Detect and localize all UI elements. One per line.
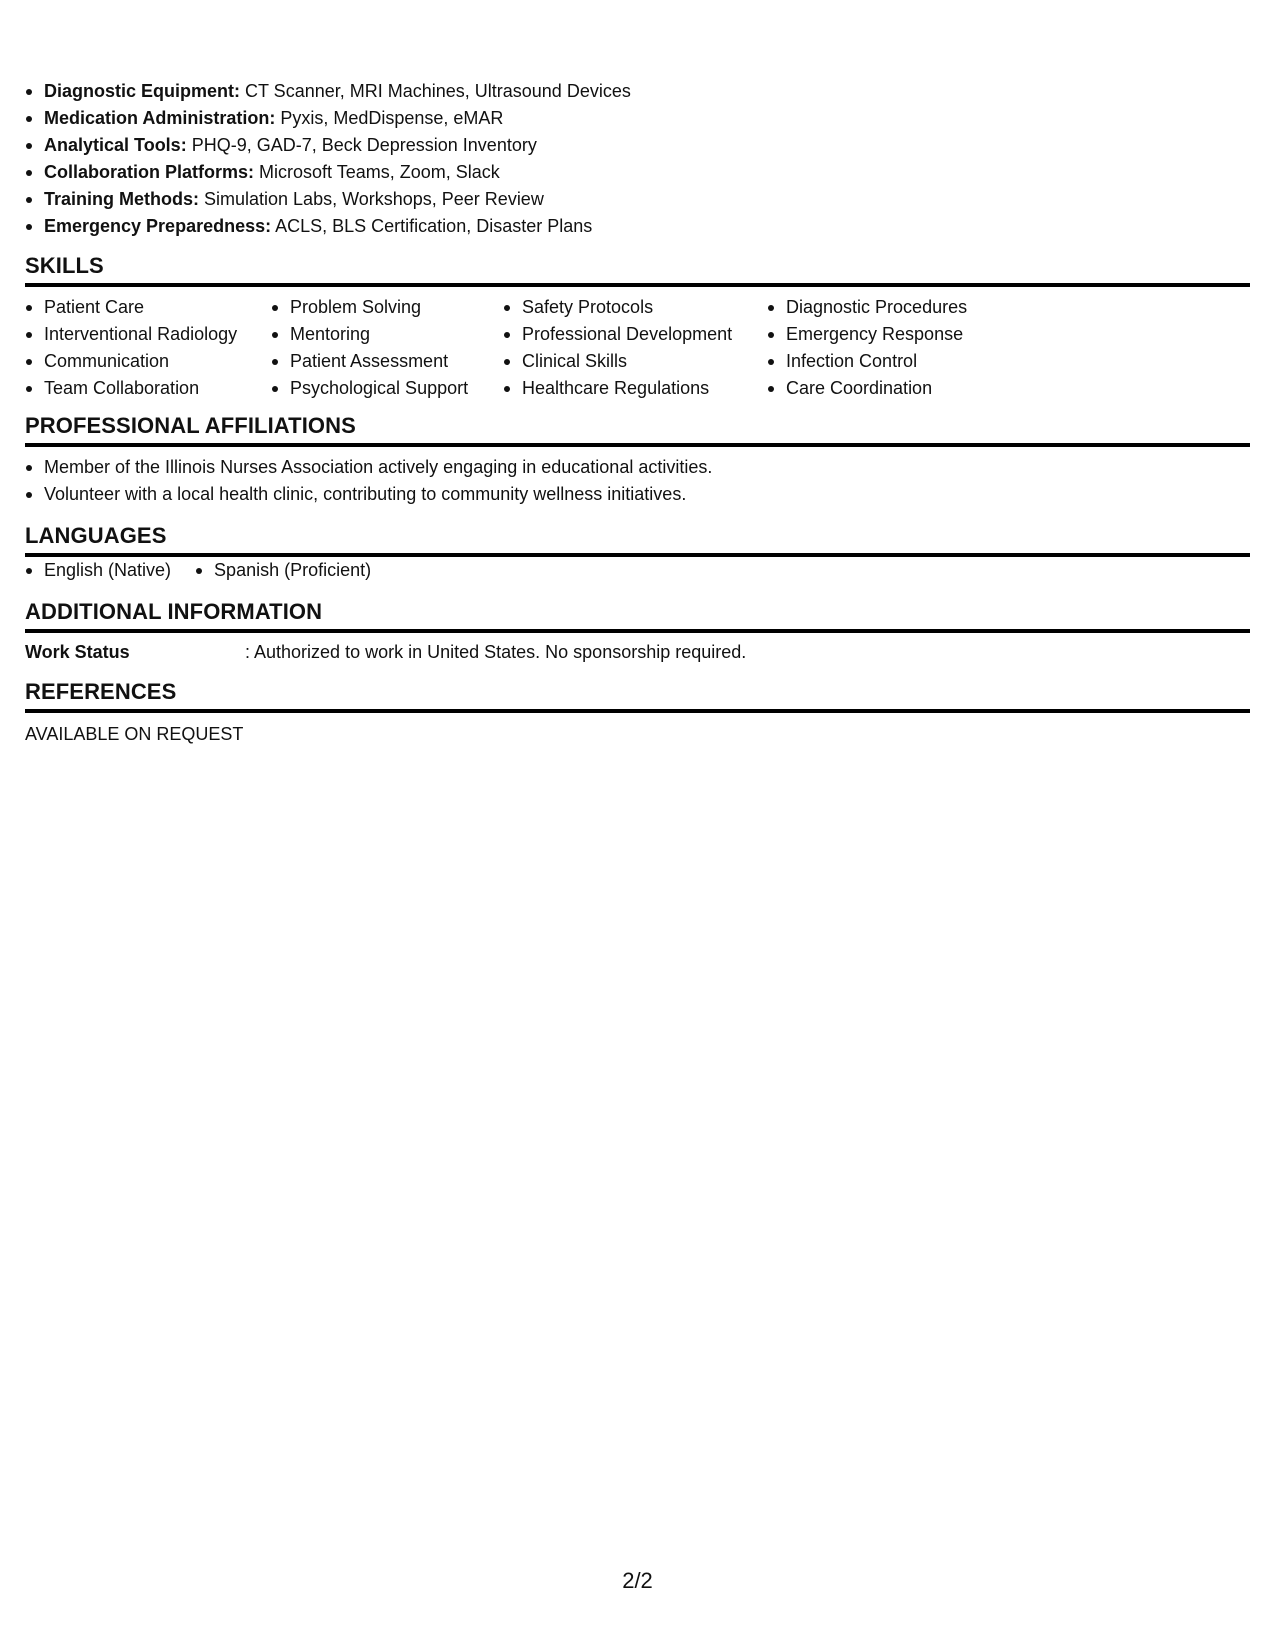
skills-column	[503, 294, 767, 402]
skill-item: Mentoring	[271, 321, 503, 348]
skill-item: Emergency Response	[767, 321, 1027, 348]
resume-page	[25, 78, 1250, 747]
skill-item: Communication	[25, 348, 271, 375]
tool-value: ACLS, BLS Certification, Disaster Plans	[271, 216, 593, 236]
affiliation-item: Member of the Illinois Nurses Association actively engaging in educational activities.	[25, 454, 1250, 481]
skill-item: Diagnostic Procedures	[767, 294, 1027, 321]
tool-value: CT Scanner, MRI Machines, Ultrasound Devices	[240, 81, 631, 101]
tool-value: PHQ-9, GAD-7, Beck Depression Inventory	[186, 135, 537, 155]
languages-section	[25, 523, 1250, 584]
skills-column	[25, 294, 271, 402]
work-status-row	[25, 639, 1250, 665]
language-item: English (Native)	[25, 557, 171, 584]
page-number: 2/2	[622, 1568, 653, 1593]
skills-column	[271, 294, 503, 402]
languages-heading: LANGUAGES	[25, 523, 1250, 557]
tool-label: Analytical Tools:	[44, 135, 187, 155]
affiliation-item: Volunteer with a local health clinic, contributing to community wellness initiatives.	[25, 481, 1250, 508]
skill-item: Team Collaboration	[25, 375, 271, 402]
skill-item: Psychological Support	[271, 375, 503, 402]
tool-value: Simulation Labs, Workshops, Peer Review	[199, 189, 544, 209]
tool-item	[25, 159, 1250, 186]
tool-item	[25, 105, 1250, 132]
tool-item	[25, 132, 1250, 159]
affiliations-list	[25, 454, 1250, 508]
language-item: Spanish (Proficient)	[195, 557, 371, 584]
skill-item: Care Coordination	[767, 375, 1027, 402]
skill-item: Patient Care	[25, 294, 271, 321]
tool-item	[25, 186, 1250, 213]
tool-value: Pyxis, MedDispense, eMAR	[275, 108, 504, 128]
tool-label: Training Methods:	[44, 189, 199, 209]
work-status-value: : Authorized to work in United States. No sponsorship required.	[245, 642, 747, 662]
skill-item: Clinical Skills	[503, 348, 767, 375]
skill-item: Patient Assessment	[271, 348, 503, 375]
tool-label: Emergency Preparedness:	[44, 216, 272, 236]
skill-item: Infection Control	[767, 348, 1027, 375]
skill-item: Healthcare Regulations	[503, 375, 767, 402]
skills-grid	[25, 294, 1250, 402]
tool-label: Diagnostic Equipment:	[44, 81, 241, 101]
tool-label: Medication Administration:	[44, 108, 276, 128]
tool-label: Collaboration Platforms:	[44, 162, 255, 182]
additional-info-heading: ADDITIONAL INFORMATION	[25, 599, 1250, 633]
references-heading: REFERENCES	[25, 679, 1250, 713]
tool-value: Microsoft Teams, Zoom, Slack	[254, 162, 500, 182]
affiliations-section	[25, 413, 1250, 508]
tools-list	[25, 78, 1250, 240]
tool-item	[25, 78, 1250, 105]
skill-item: Professional Development	[503, 321, 767, 348]
tool-item	[25, 213, 1250, 240]
additional-info-section	[25, 599, 1250, 665]
work-status-label: Work Status	[25, 642, 130, 662]
skill-item: Problem Solving	[271, 294, 503, 321]
languages-list	[25, 557, 1250, 584]
affiliations-heading: PROFESSIONAL AFFILIATIONS	[25, 413, 1250, 447]
references-text: AVAILABLE ON REQUEST	[25, 724, 244, 744]
skills-column	[767, 294, 1027, 402]
references-section	[25, 679, 1250, 747]
skills-section	[25, 253, 1250, 402]
skill-item: Interventional Radiology	[25, 321, 271, 348]
skill-item: Safety Protocols	[503, 294, 767, 321]
skills-heading: SKILLS	[25, 253, 1250, 287]
